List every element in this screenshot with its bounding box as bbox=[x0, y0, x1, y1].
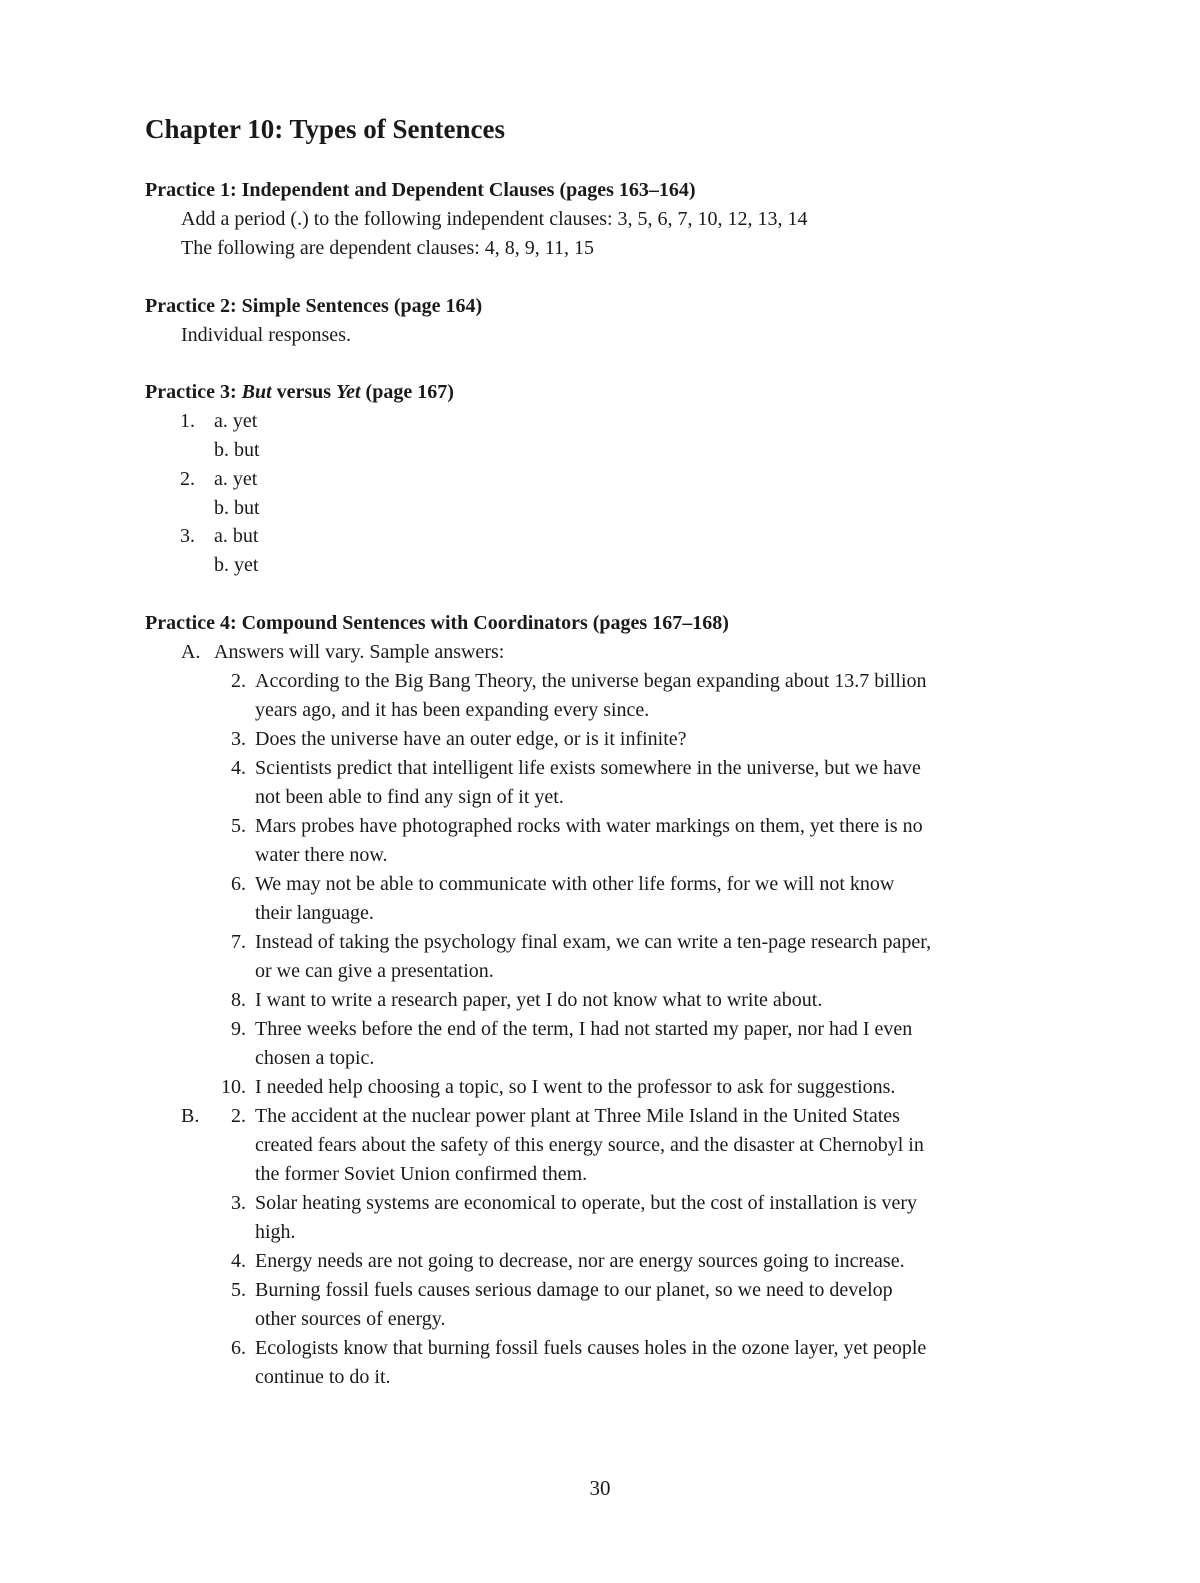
list-item: 2. bbox=[180, 468, 195, 490]
item-text: Energy needs are not going to decrease, nor are energy sources going to increase. bbox=[255, 1250, 905, 1272]
practice-4-heading: Practice 4: Compound Sentences with Coordinators (pages 167–168) bbox=[145, 612, 729, 634]
practice-1-line: The following are dependent clauses: 4, 8, 9, 11, 15 bbox=[181, 237, 595, 259]
item-text: chosen a topic. bbox=[255, 1047, 375, 1069]
item-text: Does the universe have an outer edge, or is it infinite? bbox=[255, 728, 687, 750]
item-text: Mars probes have photographed rocks with water markings on them, yet there is no bbox=[255, 815, 923, 837]
item-text: I needed help choosing a topic, so I went to the professor to ask for suggestions. bbox=[255, 1076, 896, 1098]
practice-1-line: Add a period (.) to the following independent clauses: 3, 5, 6, 7, 10, 12, 13, 14 bbox=[181, 208, 808, 230]
list-item: 1. bbox=[180, 410, 195, 432]
list-item: b. but bbox=[214, 497, 260, 519]
practice-2-line: Individual responses. bbox=[181, 324, 351, 346]
list-item: 3. bbox=[180, 525, 195, 547]
list-item: b. yet bbox=[214, 554, 259, 576]
item-text: Three weeks before the end of the term, I had not started my paper, nor had I even bbox=[255, 1018, 913, 1040]
item-number: 5. bbox=[231, 1279, 246, 1301]
item-number: 9. bbox=[231, 1018, 246, 1040]
part-b-label: B. bbox=[181, 1105, 200, 1127]
list-item: a. yet bbox=[214, 468, 258, 490]
practice-2-heading: Practice 2: Simple Sentences (page 164) bbox=[145, 295, 483, 317]
item-text: created fears about the safety of this energy source, and the disaster at Chernobyl in bbox=[255, 1134, 924, 1156]
item-text: Burning fossil fuels causes serious damage to our planet, so we need to develop bbox=[255, 1279, 893, 1301]
item-number: 4. bbox=[231, 1250, 246, 1272]
practice-3-heading: Practice 3: But versus Yet (page 167) bbox=[145, 381, 454, 403]
item-number: 3. bbox=[231, 1192, 246, 1214]
item-number: 10. bbox=[221, 1076, 246, 1098]
item-text: water there now. bbox=[255, 844, 388, 866]
item-text: Instead of taking the psychology final exam, we can write a ten-page research paper, bbox=[255, 931, 932, 953]
item-text: years ago, and it has been expanding every since. bbox=[255, 699, 650, 721]
item-text: or we can give a presentation. bbox=[255, 960, 494, 982]
item-number: 2. bbox=[231, 670, 246, 692]
item-number: 6. bbox=[231, 873, 246, 895]
list-item: a. yet bbox=[214, 410, 258, 432]
item-text: I want to write a research paper, yet I do not know what to write about. bbox=[255, 989, 823, 1011]
item-text: the former Soviet Union confirmed them. bbox=[255, 1163, 588, 1185]
item-text: Ecologists know that burning fossil fuels causes holes in the ozone layer, yet people bbox=[255, 1337, 927, 1359]
item-number: 4. bbox=[231, 757, 246, 779]
page-number: 30 bbox=[589, 1476, 611, 1500]
item-text: other sources of energy. bbox=[255, 1308, 446, 1330]
part-a-label: A. bbox=[181, 641, 201, 663]
item-number: 5. bbox=[231, 815, 246, 837]
item-text: We may not be able to communicate with other life forms, for we will not know bbox=[255, 873, 895, 895]
item-text: their language. bbox=[255, 902, 374, 924]
list-item: a. but bbox=[214, 525, 259, 547]
item-text: high. bbox=[255, 1221, 296, 1243]
part-a-intro: Answers will vary. Sample answers: bbox=[214, 641, 505, 663]
item-text: According to the Big Bang Theory, the universe began expanding about 13.7 billion bbox=[255, 670, 927, 692]
item-text: continue to do it. bbox=[255, 1366, 391, 1388]
item-number: 2. bbox=[231, 1105, 246, 1127]
list-item: b. but bbox=[214, 439, 260, 461]
item-text: Solar heating systems are economical to operate, but the cost of installation is very bbox=[255, 1192, 918, 1214]
item-number: 8. bbox=[231, 989, 246, 1011]
item-text: not been able to find any sign of it yet. bbox=[255, 786, 564, 808]
item-number: 3. bbox=[231, 728, 246, 750]
item-text: Scientists predict that intelligent life exists somewhere in the universe, but we have bbox=[255, 757, 921, 779]
chapter-title: Chapter 10: Types of Sentences bbox=[145, 114, 505, 144]
item-number: 6. bbox=[231, 1337, 246, 1359]
item-text: The accident at the nuclear power plant at Three Mile Island in the United States bbox=[255, 1105, 900, 1127]
item-number: 7. bbox=[231, 931, 246, 953]
practice-1-heading: Practice 1: Independent and Dependent Clauses (pages 163–164) bbox=[145, 179, 696, 201]
